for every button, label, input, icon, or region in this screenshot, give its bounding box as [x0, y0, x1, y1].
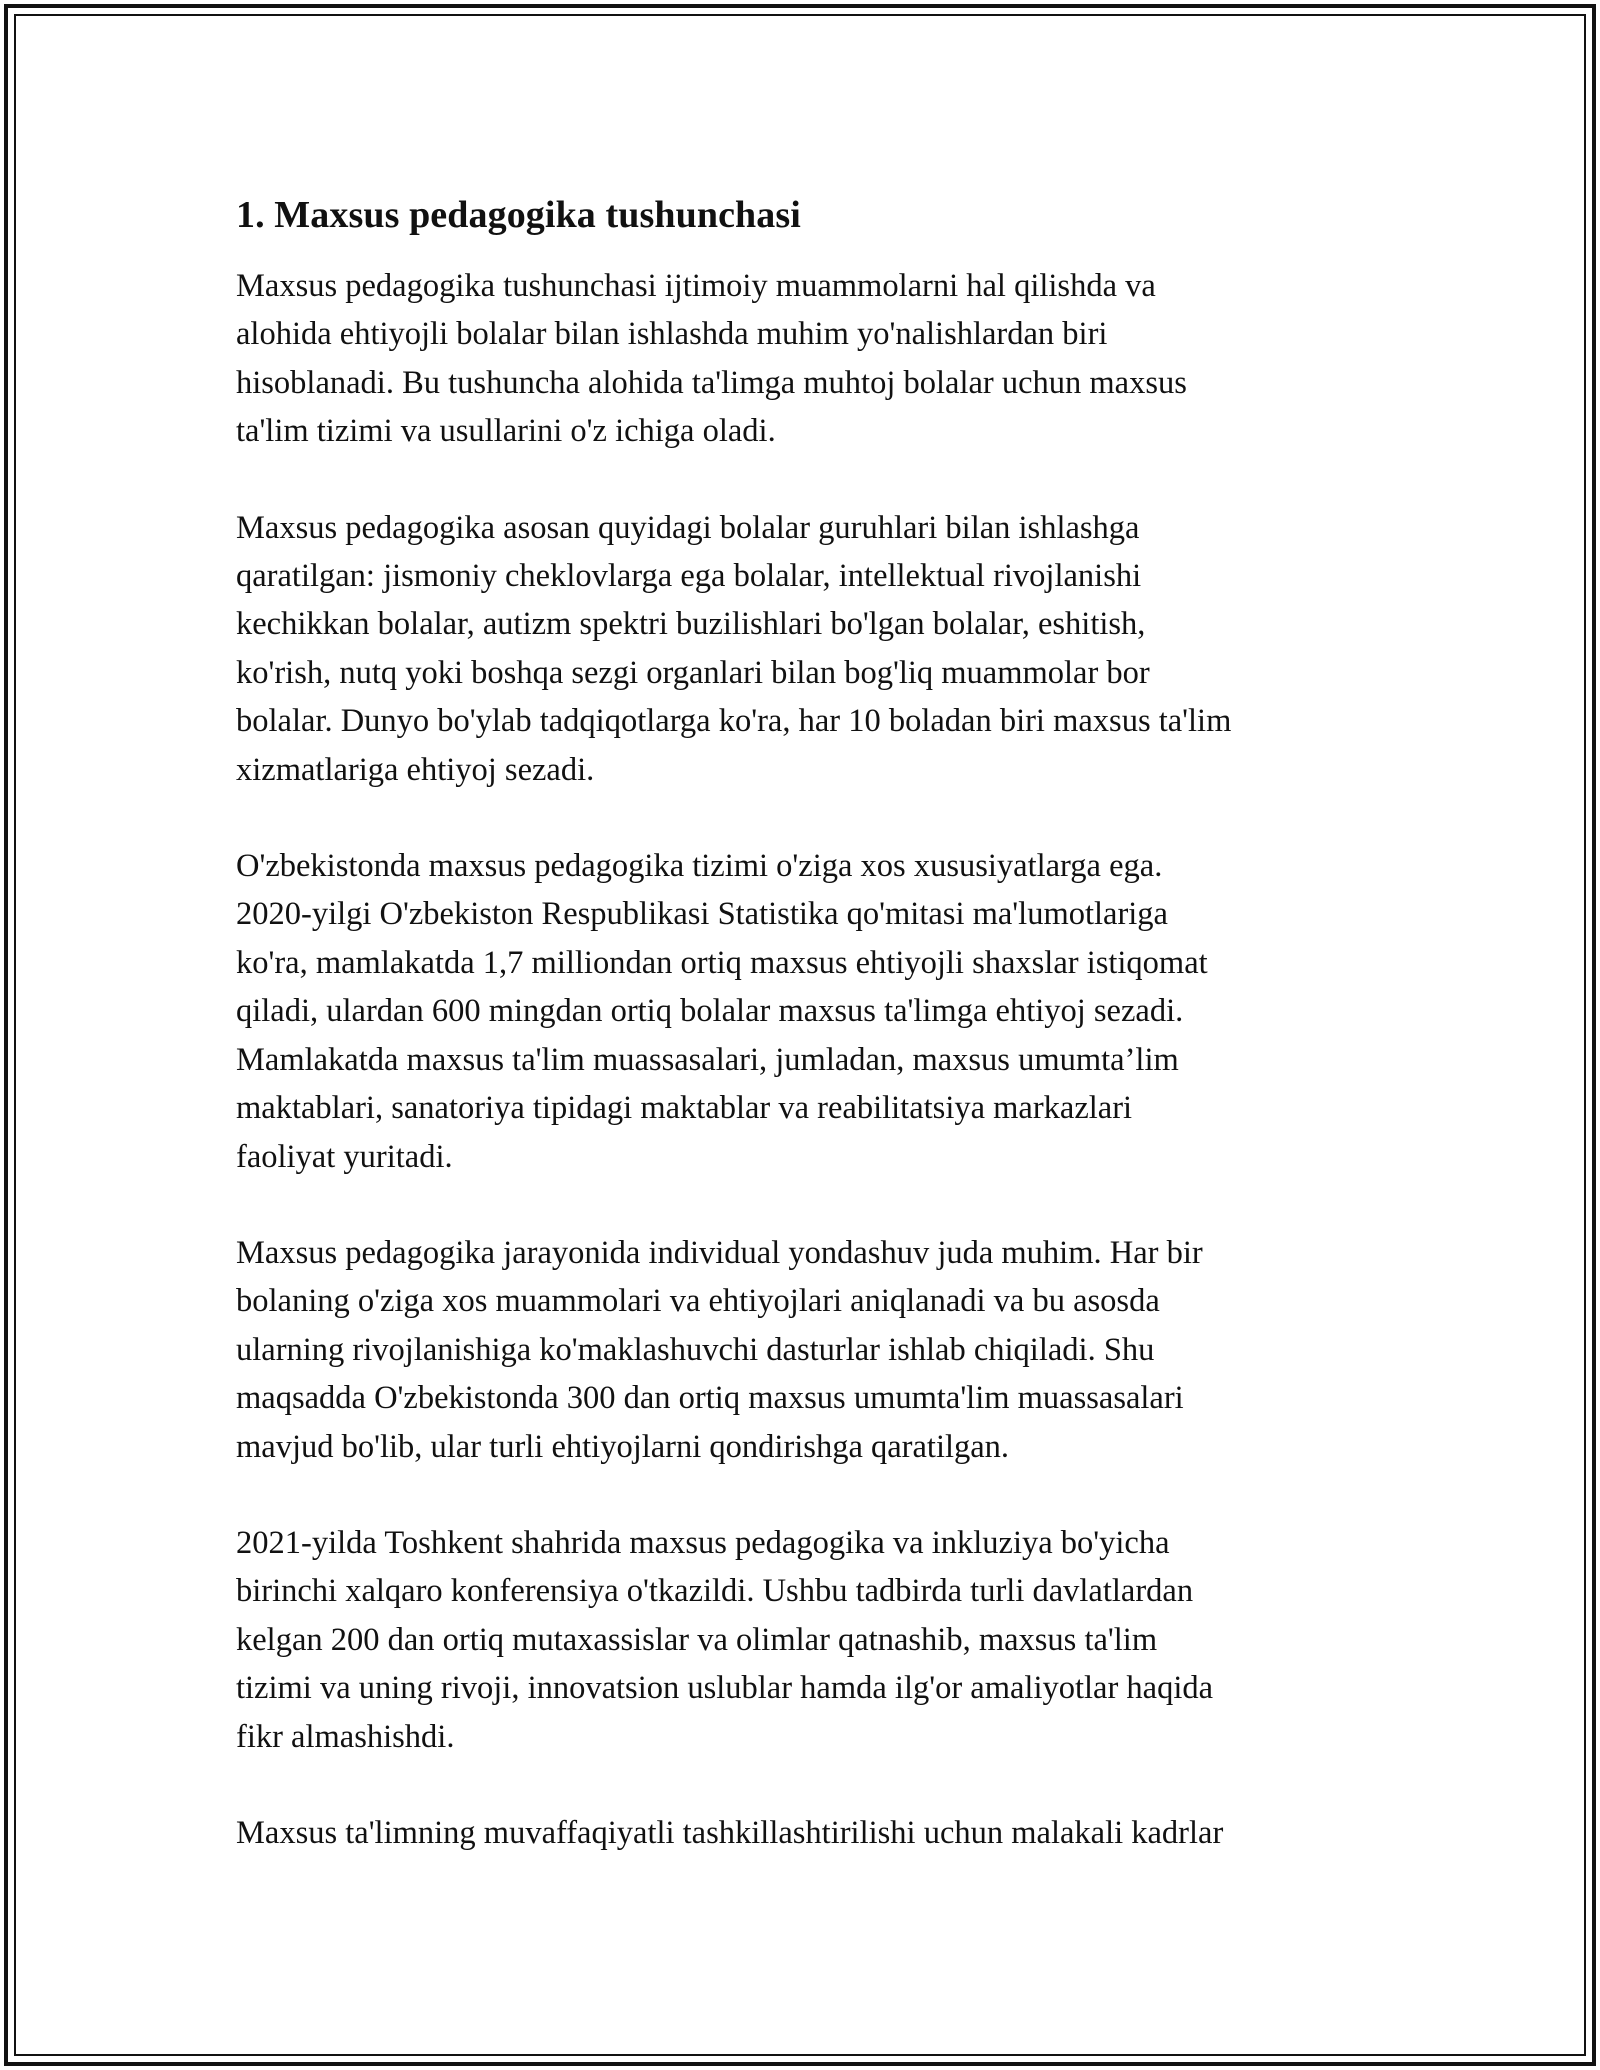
paragraph-1	[236, 262, 1376, 456]
text-line: O'zbekistonda maxsus pedagogika tizimi o'ziga xos xususiyatlarga ega.	[236, 848, 1163, 885]
text-line: qaratilgan: jismoniy cheklovlarga ega bolalar, intellektual rivojlanishi	[236, 558, 1142, 595]
text-line: ko'ra, mamlakatda 1,7 milliondan ortiq maxsus ehtiyojli shaxslar istiqomat	[236, 944, 1208, 981]
section-title: 1. Maxsus pedagogika tushunchasi	[236, 194, 801, 236]
text-line: Maxsus ta'limning muvaffaqiyatli tashkillashtirilishi uchun malakali kadrlar	[236, 1814, 1224, 1851]
text-line: qiladi, ulardan 600 mingdan ortiq bolalar maxsus ta'limga ehtiyoj sezadi.	[236, 993, 1184, 1030]
text-line: alohida ehtiyojli bolalar bilan ishlashda muhim yo'nalishlardan biri	[236, 316, 1108, 353]
document-body	[236, 190, 1376, 1857]
text-line: Maxsus pedagogika tushunchasi ijtimoiy muammolarni hal qilishda va	[236, 268, 1156, 304]
text-line: ularning rivojlanishiga ko'maklashuvchi dasturlar ishlab chiqiladi. Shu	[236, 1331, 1155, 1368]
text-line: ta'lim tizimi va usullarini o'z ichiga oladi.	[236, 413, 776, 450]
paragraph-6	[236, 1809, 1376, 1857]
text-line: Maxsus pedagogika jarayonida individual yondashuv juda muhim. Har bir	[236, 1234, 1203, 1271]
text-line: maqsadda O'zbekistonda 300 dan ortiq maxsus umumta'lim muassasalari	[236, 1380, 1184, 1417]
text-line: 2021-yilda Toshkent shahrida maxsus pedagogika va inkluziya bo'yicha	[236, 1524, 1170, 1561]
text-line: Maxsus pedagogika asosan quyidagi bolalar guruhlari bilan ishlashga	[236, 509, 1140, 546]
text-line: tizimi va uning rivoji, innovatsion uslublar hamda ilg'or amaliyotlar haqida	[236, 1670, 1214, 1707]
text-line: fikr almashishdi.	[236, 1718, 455, 1755]
text-line: maktablari, sanatoriya tipidagi maktablar va reabilitatsiya markazlari	[236, 1090, 1133, 1127]
text-line: kechikkan bolalar, autizm spektri buzilishlari bo'lgan bolalar, eshitish,	[236, 606, 1146, 643]
text-line: bolalar. Dunyo bo'ylab tadqiqotlarga ko'ra, har 10 boladan biri maxsus ta'lim	[236, 703, 1232, 740]
text-line: hisoblanadi. Bu tushuncha alohida ta'limga muhtoj bolalar uchun maxsus	[236, 364, 1187, 401]
paragraph-4	[236, 1229, 1376, 1471]
text-line: birinchi xalqaro konferensiya o'tkazildi. Ushbu tadbirda turli davlatlardan	[236, 1573, 1194, 1610]
paragraph-3	[236, 842, 1376, 1181]
text-line: faoliyat yuritadi.	[236, 1138, 453, 1175]
text-line: ko'rish, nutq yoki boshqa sezgi organlari bilan bog'liq muammolar bor	[236, 654, 1150, 691]
text-line: mavjud bo'lib, ular turli ehtiyojlarni qondirishga qaratilgan.	[236, 1428, 1010, 1465]
text-line: xizmatlariga ehtiyoj sezadi.	[236, 751, 595, 788]
paragraph-2	[236, 504, 1376, 794]
text-line: Mamlakatda maxsus ta'lim muassasalari, jumladan, maxsus umumta’lim	[236, 1041, 1179, 1078]
paragraph-5	[236, 1519, 1376, 1761]
text-line: 2020-yilgi O'zbekiston Respublikasi Statistika qo'mitasi ma'lumotlariga	[236, 896, 1168, 933]
text-line: bolaning o'ziga xos muammolari va ehtiyojlari aniqlanadi va bu asosda	[236, 1283, 1160, 1320]
text-line: kelgan 200 dan ortiq mutaxassislar va olimlar qatnashib, maxsus ta'lim	[236, 1621, 1158, 1658]
